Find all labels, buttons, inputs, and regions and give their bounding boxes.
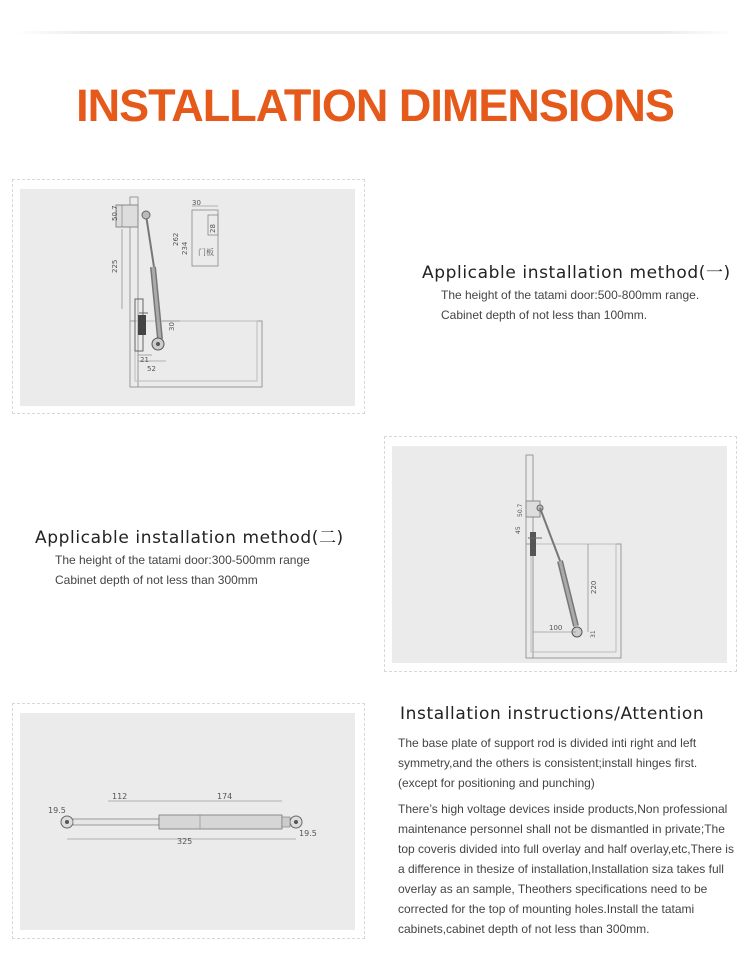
dim-label-50-7: 50.7: [111, 205, 119, 221]
dim-label-45: 45: [515, 526, 522, 534]
dim-label-234: 234: [181, 241, 189, 255]
dim-label-225: 225: [111, 259, 119, 273]
instructions-title: Installation instructions/Attention: [400, 704, 705, 724]
diagram-frame-method-1: [12, 179, 365, 414]
dim-label-100: 100: [549, 624, 563, 632]
instructions-paragraph-1: The base plate of support rod is divided inti right and left symmetry,and the others is consistent;install hinges first. (except for positioning and punching): [398, 736, 698, 790]
diagram-frame-strut: [12, 703, 365, 939]
dim-label-30-side: 30: [168, 322, 176, 331]
dim-label-31: 31: [590, 630, 597, 638]
dim-label-28: 28: [209, 224, 217, 233]
method-1-cabinet-depth: Cabinet depth of not less than 100mm.: [441, 308, 648, 322]
door-panel-label: 门板: [198, 248, 214, 257]
method-1-title: Applicable installation method(一): [422, 263, 731, 283]
method-1-door-height: The height of the tatami door:500-800mm range.: [441, 288, 700, 302]
gas-strut-diagram: [20, 713, 355, 930]
method-2-cabinet-depth: Cabinet depth of not less than 300mm: [55, 573, 258, 587]
diagram-panel-method-2: [392, 446, 727, 663]
dim-label-19-5-left: 19.5: [48, 806, 66, 815]
dim-label-262: 262: [172, 232, 180, 246]
dim-label-220: 220: [590, 580, 598, 594]
dim-label-325: 325: [177, 837, 193, 846]
installation-diagram-method-2: [392, 446, 727, 663]
instructions-paragraph-2: There’s high voltage devices inside products,Non professional maintenance personnel shall not be dismantled in private;The top coveris divided into full overlay and half overlay,etc,There is a difference in thesize of installation,Installation siza takes full overlay as an sample, Theothers specifications need to be corrected for the top of mounting holes.Install the tatami cabinets,cabinet depth of not less than 300mm.: [398, 802, 734, 936]
dim-label-50-7: 50.7: [517, 503, 524, 517]
method-2-title: Applicable installation method(二): [35, 528, 344, 548]
diagram-frame-method-2: [384, 436, 737, 672]
method-2-door-height: The height of the tatami door:300-500mm range: [55, 553, 310, 567]
top-divider: [15, 31, 735, 34]
page-title: INSTALLATION DIMENSIONS: [76, 80, 674, 131]
diagram-panel-method-1: [20, 189, 355, 406]
dim-label-19-5-right: 19.5: [299, 829, 317, 838]
dim-label-21: 21: [140, 356, 149, 364]
dim-label-174: 174: [217, 792, 233, 801]
dim-label-52: 52: [147, 365, 156, 373]
installation-diagram-method-1: [20, 189, 355, 406]
diagram-panel-strut: [20, 713, 355, 930]
dim-label-30-top: 30: [192, 199, 201, 207]
dim-label-112: 112: [112, 792, 128, 801]
